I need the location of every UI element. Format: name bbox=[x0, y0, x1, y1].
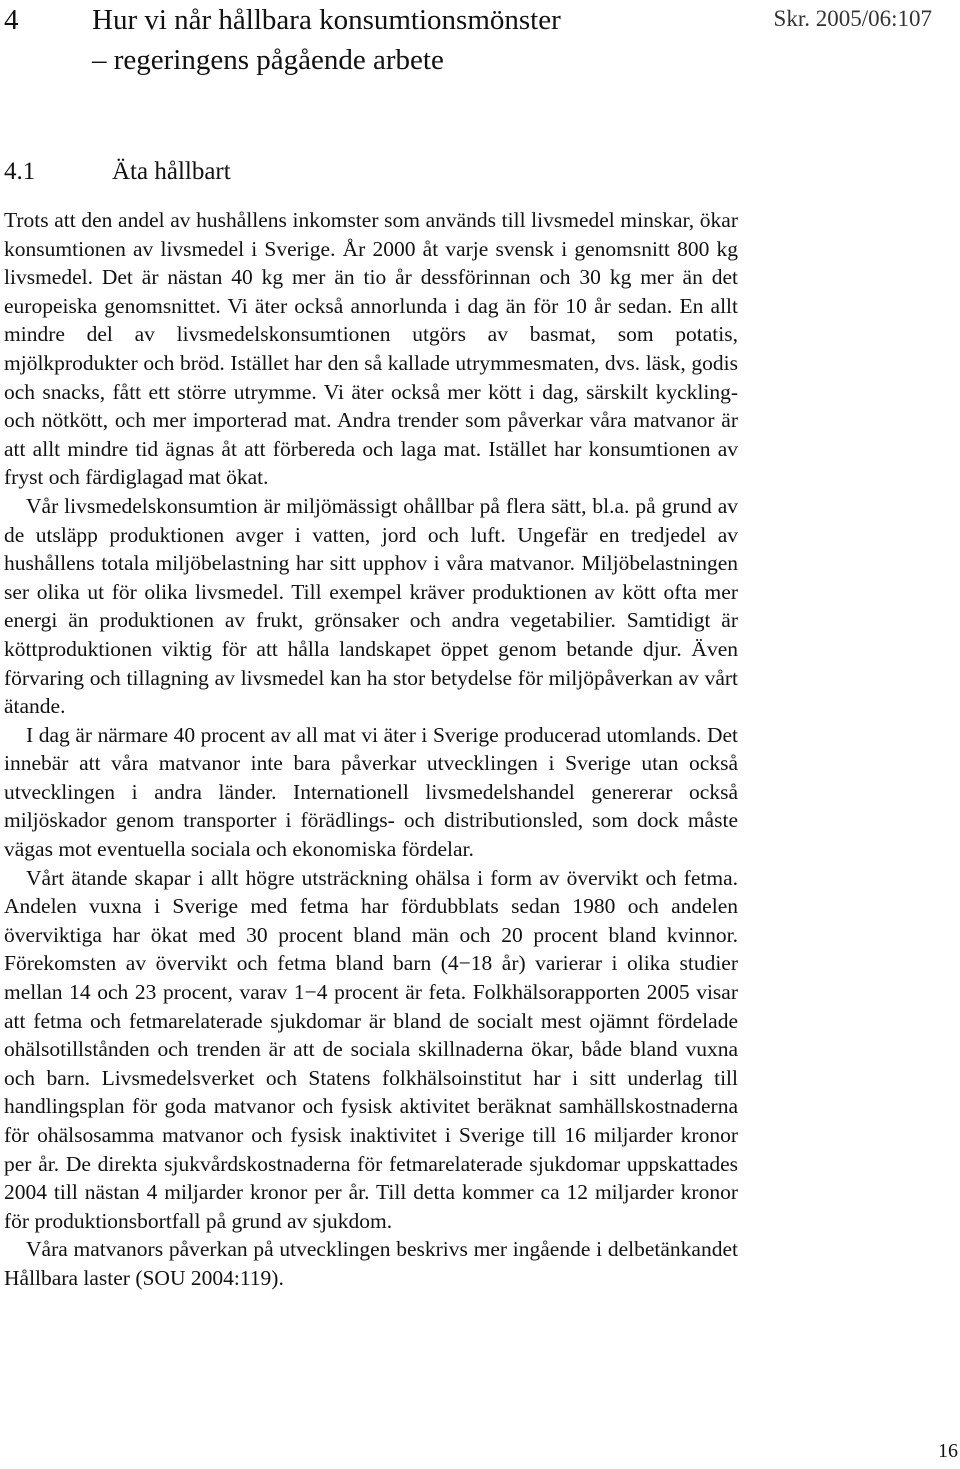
body-text bbox=[4, 206, 738, 1293]
chapter-title bbox=[92, 0, 561, 80]
document-reference: Skr. 2005/06:107 bbox=[773, 6, 932, 31]
chapter-title-line: Hur vi når hållbara konsumtionsmönster bbox=[92, 4, 561, 36]
chapter-number: 4 bbox=[4, 4, 19, 36]
page-number: 16 bbox=[938, 1440, 958, 1462]
paragraph: Trots att den andel av hushållens inkomster som används till livsmedel minskar, ökar konsumtionen av livsmedel i Sverige. År 2000 åt varje svensk i genomsnitt 800 kg livsmedel. Det är nästan 40 kg mer än tio år dessförinnan och 30 kg mer än det europeiska genomsnittet. Vi äter också annorlunda i dag än för 10 år sedan. En allt mindre del av livsmedelskonsumtionen utgörs av basmat, som potatis, mjölkprodukter och bröd. Istället har den så kallade utrymmesmaten, dvs. läsk, godis och snacks, fått ett större utrymme. Vi äter också mer kött i dag, särskilt kyckling- och nötkött, och mer importerad mat. Andra trender som påverkar våra matvanor är att allt mindre tid ägnas åt att förbereda och laga mat. Istället har konsumtionen av fryst och färdiglagad mat ökat. bbox=[4, 208, 738, 490]
paragraph: Vår livsmedelskonsumtion är miljömässigt ohållbar på flera sätt, bl.a. på grund av de utsläpp produktionen avger i vatten, jord och luft. Ungefär en tredjedel av hushållens totala miljöbelastning har sitt upphov i våra matvanor. Miljöbelastningen ser olika ut för olika livsmedel. Till exempel kräver produktionen av kött ofta mer energi än produktionen av frukt, grönsaker och andra vegetabilier. Samtidigt är köttproduktionen viktig för att hålla landskapet öppet genom betande djur. Även förvaring och tillagning av livsmedel kan ha stor betydelse för miljöpåverkan av vårt ätande. bbox=[4, 493, 738, 719]
section-number: 4.1 bbox=[4, 158, 36, 185]
paragraph: Våra matvanors påverkan på utvecklingen beskrivs mer ingående i delbetänkandet Hållbara laster (SOU 2004:119). bbox=[4, 1237, 738, 1290]
section-title: Äta hållbart bbox=[112, 158, 231, 185]
chapter-subtitle-line: – regeringens pågående arbete bbox=[92, 44, 444, 76]
paragraph: I dag är närmare 40 procent av all mat vi äter i Sverige producerad utomlands. Det innebär att våra matvanor inte bara påverkar utvecklingen i Sverige utan också utvecklingen i andra länder. Internationell livsmedelshandel genererar också miljöskador genom transporter i förädlings- och distributionsled, som dock måste vägas mot eventuella sociala och ekonomiska fördelar. bbox=[4, 722, 738, 862]
paragraph: Vårt ätande skapar i allt högre utsträckning ohälsa i form av övervikt och fetma. Andelen vuxna i Sverige med fetma har fördubblats sedan 1980 och andelen överviktiga har ökat med 30 procent bland män och 20 procent bland kvinnor. Förekomsten av övervikt och fetma bland barn (4−18 år) varierar i olika studier mellan 14 och 23 procent, varav 1−4 procent är feta. Folkhälsorapporten 2005 visar att fetma och fetmarelaterade sjukdomar är bland de socialt mest ojämnt fördelade ohälsotillstånden och trenden är att de sociala skillnaderna ökar, både bland vuxna och barn. Livsmedelsverket och Statens folkhälsoinstitut har i sitt underlag till handlingsplan för goda matvanor och fysisk aktivitet beräknat samhällskostnaderna för ohälsosamma matvanor och fysisk inaktivitet i Sverige till 16 miljarder kronor per år. De direkta sjukvårdskostnaderna för fetmarelaterade sjukdomar uppskattades 2004 till nästan 4 miljarder kronor per år. Till detta kommer ca 12 miljarder kronor för produktionsbortfall på grund av sjukdom. bbox=[4, 865, 738, 1233]
